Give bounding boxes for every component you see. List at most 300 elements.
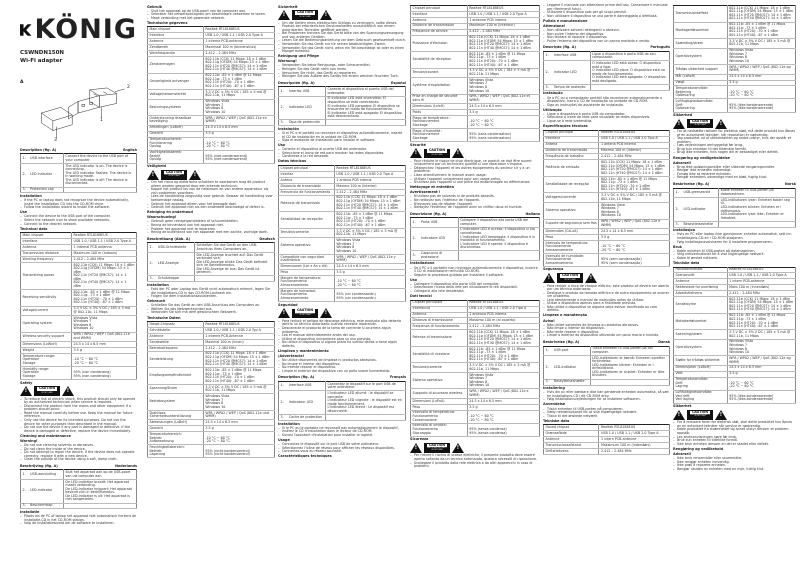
caution-box [424,149,450,159]
section-heading: Gebrauch [147,299,166,304]
table-cell: Empfangsempfindlichkeit [148,368,204,385]
table-cell: Sendeleistung [148,351,204,368]
bullet-list [673,250,796,261]
bullet-list [410,195,540,209]
caution-word: CAUTION [691,409,709,414]
list-item: – Limpe o exterior do dispositivo utilizando um pano macio e húmido. [543,334,670,338]
table-cell: Transmissionsafstand [544,443,599,449]
table-cell: Zendbereik [148,45,204,51]
section-heading: Installatie [20,509,40,514]
table-cell: Realtek RTL8188EUS [467,300,539,306]
section-title: Descripción (fig. A) [278,80,315,85]
table-row [279,382,406,391]
table-cell: Système d'exploitation [411,78,468,95]
table-cell: Peso [411,404,468,410]
table-cell: Connectez le dispositif sur le port USB de votre ordinateur. [325,382,405,391]
table-cell: Realtek RTL8188EUS [727,267,795,273]
section-heading: Bruk [673,244,682,249]
table-cell: Realtek RTL8188EUS [334,166,405,172]
list-item: – Disconnect the product from the mains and other equipment if a problem should occur. [20,405,137,412]
list-item: – Se o PC ou o computador portátil não reconhecer automaticamente o dispositivo, insira o CD de instalação na unidade de CD-ROM. [543,97,670,104]
table-cell: 24.5 x 14 x 6.5 mm [334,264,405,270]
language-label: Italiano [525,211,540,216]
table-cell: LED-indikator [682,198,719,222]
table-cell: Humidity range: Operation Storage [21,366,72,379]
table-cell: 95% (sans condensation) 95% (sans condensation) [467,129,539,142]
list-item: – Ne nettoyez pas l'intérieur de l'appareil. [410,199,540,203]
list-item: – Rengjør utsiden av enheten med en myk, fuktig klut. [673,468,796,472]
table-cell: 802.11b: -85 ± 1 dBm @ 11 Mbps 802.11g: -73 ± 1 dBm 802.11n (HT20): -70 ± 1 dBm 802.11n (HT40): -67 ± 1 dBm [334,212,405,229]
section-heading: Instalación [278,126,299,131]
table-cell: Protection cap [29,187,64,193]
table-cell: 2. [21,479,29,503]
table-row [674,390,796,403]
list-item: – Siga as instruções do assistente de instalação. [543,104,670,108]
table-cell: 802.11b (CCK) 11 Mbps: 18 ± 1 dBm 802.11g (OFDM) 54 Mbps: 15 ± 1 dBm 802.11n (HT20 @MCS7): 14 ± 1 dBm 802.11n (HT40 @MCS7): 14 ± 1 dBm [203,57,274,74]
table-cell: Indicateur LED [287,391,325,415]
table-cell: 95% (niet condenserend) 95% (niet condenserend) [203,150,274,163]
description-table [20,469,137,509]
table-cell: 95% (sem condensação) 95% (sem condensação) [599,253,670,266]
table-cell: USB 1.0 / USB 1.1 / USB 2.0 Type A [467,11,539,17]
caution-box [161,170,187,180]
section-heading: Installation [20,193,42,198]
brand-name: KÖNIG [34,14,137,45]
table-cell: L'indicateur LED allumé : le dispositif se connecte. L'indicateur LED clignote : le dispositif est en mode fonctionnement. L'indicateur LED éteint : Le dispositif est déconnecté. [325,391,405,415]
table-cell: Beskyttelseshette [682,221,719,227]
table-row [21,503,137,509]
table-cell: Puissance d'émission [411,35,468,52]
list-item: – Koppel het product los van de netstroom en van andere apparatuur als zich problemen voordoen. [147,188,275,195]
list-item: – Follow the installation wizard to install the software. [20,206,137,210]
list-item: – Wählen Sie das Netzwerksymbol aus. [147,308,275,312]
warning-triangle-icon [62,386,74,396]
list-item: – Tag produktet ud af stikkontakten og andet udstyr, hvis der opstår et problem. [673,137,796,144]
table-cell: Luftfugtighedsområde: Drift Opbevaring [674,99,728,112]
table-row [411,363,540,372]
table-cell: Drahtlose Sicherheitsunterstützung [148,410,204,419]
description-heading [278,376,406,380]
warning-triangle-icon [20,386,32,396]
table-cell: Frequência de trabalho [544,154,599,160]
table-cell: 1. [21,154,29,163]
list-item: – Lea el manual detenidamente antes del uso. [278,334,406,338]
bullet-list [673,233,796,244]
caution-label [673,119,796,129]
bullet-list [278,359,406,373]
caution-subtext: RISK OF ELECTRIC SHOCK DO NOT OPEN [295,15,315,18]
list-item: – Sluit het apparaat op de USB-poort van de computer aan. [147,10,275,14]
language-label: Deutsch [259,236,275,241]
table-cell: Windows Vista Windows 7 Windows 8 Windows 10 [467,372,539,389]
list-item: – Tilslut til det ønskede netværk. [543,415,670,419]
exclamation-mark: ! [66,388,69,395]
table-cell: Sistema operativo [279,238,335,255]
technical-data-table [410,300,540,437]
table-cell: Spannung/Strom [148,384,204,393]
table-cell: Antena [279,177,335,183]
table-row [279,276,406,289]
caution-box [687,410,713,420]
bullet-list [543,4,670,18]
table-cell: 3.3 V DC ± 5% V DC / 185 ± 5 mA @ 802.11b, 11 Mbps [334,228,405,237]
list-item: – Falls der PC oder Laptop das Gerät nicht automatisch erkennt, legen Sie die Installations-CD in das CD-ROM-Laufwerk ein. [147,288,275,295]
technical-data-table [147,26,275,163]
list-item: – Forsøg ikke at reparere enheden. [673,173,796,177]
table-cell: Windows Vista Windows 7 Windows 8 Windows 10 [727,48,795,65]
table-cell: Peso [544,234,599,240]
caution-subtext: RISK OF ELECTRIC SHOCK DO NOT OPEN [164,174,184,178]
table-cell: Temperatuurbereik: Functionering Opslag [148,137,204,150]
exclamation-mark: ! [547,275,550,282]
table-cell: 3.5 g [203,131,274,137]
table-cell: Potência de emissão [544,160,599,177]
description-table [278,86,406,126]
table-row [674,356,796,365]
table-cell: Distância de transmissão [544,148,599,154]
section-heading: Use [20,210,28,215]
table-cell: Zendvermogen [148,57,204,74]
table-cell: 1. [148,243,157,252]
bullet-list [278,148,406,159]
list-item: – Reinig de binnenkant van het apparaat niet. [147,224,275,228]
table-cell: 3. [148,276,157,282]
section-heading: Nettoyage et entretien [410,185,455,190]
table-row [279,254,406,263]
bullet-list [278,64,406,78]
table-cell: 3.5 g [72,348,137,354]
list-item: – Verwenden Sie das Gerät nur für seinen beabsichtigten Zweck. [278,43,406,47]
table-cell: 2.412 – 2.484 MHz [334,189,405,195]
table-row [411,330,540,347]
bullet-list [673,166,796,180]
table-cell: 24.5 x 14 x 6.5 mm [467,104,539,110]
section-heading: Caractéristiques techniques [278,454,332,459]
section-heading: Cleaning and maintenance [20,433,71,438]
section-heading: Gebruik [147,4,163,9]
table-row [148,394,275,411]
table-cell: Spenning/strøm [674,330,728,339]
list-item: – No limpie el interior del dispositivo. [278,363,406,367]
table-cell: Massimo 100 m (al coperto) [467,318,539,324]
table-cell: Dimensiones (Lar x An x Alt) [279,264,335,270]
section-heading: Rengøring og vedligeholdelse [673,155,730,160]
table-cell: Chipset principale [411,300,468,306]
table-cell: 3. [21,187,29,193]
manual-column [673,4,796,472]
table-row [21,154,137,163]
table-cell: Frecuencia de funcionamiento [279,189,335,195]
table-cell: 2. [148,252,157,276]
table-row [674,297,796,314]
list-item: – Ikke bruk rensemidler eller skuremidler. [673,457,796,461]
section-title: Beschreibung (Abb. A) [147,236,190,241]
list-item: – Ligue-se à rede pretendida. [543,120,670,124]
table-cell: Afmetingen (LxBxH) [148,125,204,131]
table-cell: Temperaturområde: Drift Lagring [674,377,728,390]
list-item: – Ikke prøv å reparere enheten. [673,464,796,468]
section-title: Description (fig. A) [278,375,315,380]
table-cell: Hovedbrikkesett [674,267,728,273]
table-row [148,276,275,282]
bullet-list [278,443,406,454]
technical-data-table [278,165,406,302]
list-item: – Lisez attentivement le manuel avant usage. [410,174,540,178]
bullet-list [20,515,137,526]
table-cell: 95% (sin condensación) 95% (sin condensación) [334,289,405,302]
table-cell: Gewicht [148,426,204,432]
table-cell: Sensibilidade de recepção [544,176,599,193]
table-row [279,228,406,237]
list-item: – Connect the device to the USB port of the computer. [20,215,137,219]
table-cell: Driftsfrekvens [544,449,599,455]
list-item: – Verbinden Sie sich mit dem gewünschten Netzwerk. [147,311,275,315]
caution-box [34,386,60,396]
table-cell: Die LED-Anzeige leuchtet auf: Das Gerät verbindet sich. Die LED-Anzeige blinkt: Das Gerät befindet sich im Betriebsmodus. Die LED-Anzeige ist aus: Das Gerät ist getrennt. [194,252,274,276]
table-cell: Main chipset [148,27,204,33]
table-cell: 802.11b (CCK) 11 Mbps: 18 ± 1 dBm 802.11g (OFDM) 54 Mbps: 15 ± 1 dBm 802.11n (HT20 @MCS7): 14 ± 1 dBm 802.11n (HT40 @MCS7): 14 ± 1 dBm [727,297,795,314]
list-item: – Koble til ønsket nettverk. [673,257,796,261]
caution-word: CAUTION [691,118,709,123]
warning-triangle-icon [278,308,290,318]
bullet-list [20,199,137,210]
product-title: Wi-Fi adapter [20,57,63,64]
list-item: – Leia atentamente o manual de instruções antes de utilizar. [543,299,670,303]
list-item: – Gebruik geen reinigingsmiddelen of schuurmiddelen. [147,220,275,224]
caution-word: CAUTION [428,148,446,153]
table-row [674,22,796,39]
table-row [21,353,137,366]
table-cell: Tensione/corrente [411,363,468,372]
table-cell: WPA / WPA2 / WEP / QoS (802.11e and WMM) [72,332,137,341]
list-item: – Følg installationsvejledningen for at installere softwaren. [543,398,670,402]
section-heading: Advarsel! [673,160,692,165]
table-cell: Tapa de protección [287,120,325,126]
table-cell: 3.5 g [467,404,539,410]
table-cell: Besturingssysteem [148,99,204,116]
bullet-list [278,320,406,348]
list-item: – Brug kun enheden til det tiltænkte formål. [673,148,796,152]
table-row [674,377,796,390]
table-cell: WPA / WPA2 / WEP / QoS (802.11e en WMM) [203,116,274,125]
exclamation-mark: ! [719,120,722,127]
table-row [21,332,137,341]
list-item: – Verwenden Sie keine Reinigungs- oder Scheuermittel. [278,64,406,68]
table-row [544,449,670,455]
table-cell: 24.5 x 14 x 6.5 mm [727,74,795,80]
caution-box [424,443,450,453]
table-cell: 95% (senza condensa) 95% (senza condensa) [467,423,539,436]
table-cell: 1. [411,218,420,227]
language-label: Norsk [784,182,796,187]
table-cell: 3. [544,85,553,91]
table-cell: Spænding/strøm [674,39,728,48]
table-cell: Realtek RTL8188EUS [72,233,137,239]
table-cell: Realtek RTL8188EUS [467,6,539,12]
table-cell: Plage d'humidité : Fonctionnement Stockage [411,129,468,142]
table-cell: Dimensions (LxlxH) [411,104,468,110]
caution-subtext: RISK OF ELECTRIC SHOCK DO NOT OPEN [690,414,710,418]
manual-column [410,4,540,469]
list-item: – If the PC or laptop does not recognize the device automatically, insert the installation CD into the CD-ROM drive. [20,199,137,206]
table-cell: Intervalo de humidade: Funcionamento Armazenamento [544,253,599,266]
table-cell: Suporte de segurança sem fios [544,219,599,228]
table-row [411,116,540,129]
caution-word: CAUTION [165,169,183,174]
list-item: – Rengør enhedens udvendige med en blød, fugtig klud. [673,176,796,180]
list-item: – To reduce risk of electric shock, this product should only be opened by an authorized technician when service is required. [20,398,137,405]
table-row [674,48,796,65]
description-heading [543,341,670,345]
table-cell: 2. [279,96,288,120]
section-heading: Anvendelse [543,402,566,407]
table-cell: 2.412 – 2.484 MHz [599,154,670,160]
table-row [148,243,275,252]
table-cell: Werkfrequentie [148,51,204,57]
table-cell: USB 1.0 / USB 1.1 / USB 2.0 Tipo A [599,136,670,142]
table-cell: 802.11b: -85 ± 1 dBm @ 11 Mbps 802.11g: -73 ± 1 dBm 802.11n (HT20): -70 ± 1 dBm 802.11n (HT40): -67 ± 1 dBm [467,52,539,69]
list-item: – Rengør ikke enheden indvendigt. [673,169,796,173]
table-cell: Wireless security support [21,332,72,341]
table-cell: Trådløs sikkerhed support [674,65,728,74]
table-cell: 3.3 V DC ± 5% V DC / 185 ± 5 mA @ 802.11b, 11 Mbps [467,68,539,77]
product-diagram [20,86,137,146]
table-cell: Antenna [411,312,468,318]
table-row [148,368,275,385]
table-row [674,99,796,112]
warning-triangle-icon [320,308,332,318]
table-row [279,120,406,126]
section-heading: Instalação [543,91,563,96]
description-table [20,153,137,193]
table-cell: Interface [411,11,468,17]
table-cell: Koble enheten til USB-porten på datamaskinen. [719,188,796,197]
table-cell: -10 °C ~ 60 °C -20 °C ~ 80 °C [599,240,670,253]
list-item: – Read the manual carefully before use. Keep the manual for future reference. [20,412,137,419]
table-cell: Antenne [544,437,599,443]
list-item: – Hvis en PC eller laptop ikke gjenkjenner enheten automatisk, sett inn installasjons-CD-en i CD-ROM-stasjonen. [673,233,796,240]
section-heading: Technische Daten [147,315,181,320]
list-item: – Débranchez l'appareil et les autres équipements du secteur s'il y a un problème. [410,167,540,174]
table-cell: 3.3 V DC ± 5% V DC / 185 ± 5 mA @ 802.11b, 11 Mbps [727,39,795,48]
table-cell: 3.3 V DC ± 5% V DC / 185 ± 5 mA @ 802.11b, 11 Mbps [72,306,137,315]
list-item: – Para reducir el peligro de descarga eléctrica, este producto sólo debería abrirlo un técnico autorizado cuando necesite reparación. [278,320,406,327]
table-cell: 802.11b: -85 ± 1 dBm @ 11 Mbps 802.11g: -73 ± 1 dBm 802.11n (HT20): -70 ± 1 dBm 802.11n (HT40): -67 ± 1 dBm [467,346,539,363]
technical-data-table [673,267,796,404]
table-cell: Beschermkap [29,503,64,509]
language-label: Español [391,80,406,85]
caution-label [673,410,796,420]
table-cell: Sensibilidad de recepción [279,212,335,229]
section-title: Beskrivelse (fig. A) [673,182,710,187]
table-cell: 3.5 g [727,371,795,377]
table-cell: Fréquence de service [411,29,468,35]
section-heading: Veiligheid [147,164,166,169]
manual-column [20,4,137,526]
table-cell: USB interface [29,154,64,163]
caution-box [292,309,318,319]
table-cell: Gewicht [148,131,204,137]
technical-data-table [147,321,275,458]
list-item: – Siga el asistente de instalación para instalar el software. [278,139,406,143]
table-cell: Mål (LxBxH) [674,74,728,80]
table-row [411,35,540,52]
table-cell [325,120,405,126]
table-cell: Chipset principal [411,6,468,12]
table-cell: Margen de humedad: Funcionamiento Almacenamiento [279,289,335,302]
list-item: – Volg de installatiewizard om de software te installeren. [20,522,137,526]
table-cell [325,415,405,421]
table-cell: Interface USB [287,382,325,391]
table-cell: Betriebsfrequenz [148,345,204,351]
table-cell: Windows Vista Windows 7 Windows 8 Windows 10 [203,99,274,116]
warning-triangle-icon [320,10,332,20]
table-cell: Maks 100 m (innendørs) [727,285,795,291]
table-cell: Indicador LED [287,96,325,120]
table-row [148,445,275,458]
table-cell: Transmissionseffekt [674,6,728,23]
section-heading: Uso [410,277,418,282]
list-item: – Per ridurre il rischio di scosse elettriche, il presente prodotto deve essere aperto soltanto da un tecnico autorizzato, qualora necessiti di riparazione. [410,454,540,461]
list-item: – Læs vejledningen omhyggeligt før brug. [673,144,796,148]
table-cell: 24.5 x 14 x 6.5 mm [72,342,137,348]
table-cell: LED-indikatoren lyser: Enheten kobler seg til. LED-indikatoren blinker: Enheten er i driftsmodus. LED-indikatoren lyser ikke: Enheten er frakoblet. [719,198,796,222]
table-cell: Windows Vista Windows 7 Windows 8 Windows 10 [467,78,539,95]
section-heading: Segurança [543,267,564,272]
bullet-list [673,457,796,471]
list-item: – Maak verbinding met het gewenste netwerk. [147,17,275,21]
language-label: Nederlands [115,463,137,468]
table-row [148,57,275,74]
table-cell: WPA / WPA2 / WEP / QoS (802.11e e WMM) [599,219,670,228]
section-heading: Sicurezza [410,437,429,442]
exclamation-mark: ! [719,411,722,418]
exclamation-mark: ! [677,120,680,127]
table-cell: Maksimum 100 m (indendørs) [599,443,670,449]
table-cell: Ligue o dispositivo à porta USB do seu computador. [590,51,669,60]
table-row [279,391,406,415]
table-row [411,423,540,436]
table-cell: Transmission distance [21,251,72,257]
section-heading: Installation [278,421,300,426]
table-cell: Sensibilità di ricezione [411,346,468,363]
list-item: – Seleccione el icono de red para mostrar las redes disponibles. [278,152,406,156]
list-item: – Bruk kun enheten til tiltenkte formål. [673,439,796,443]
table-cell: Intervalo de temperatura: Funcionamento Armazenamento [544,240,599,253]
list-item: – Om het risico op elektrische schokken te voorkomen mag dit product alleen worden geopend door een erkende technicus. [147,181,275,188]
caution-word: CAUTION [296,308,314,313]
table-cell: -10 °C ~ 60 °C -20 °C ~ 80 °C [727,377,795,390]
table-cell: Frequenza di funzionamento [411,324,468,330]
warning-triangle-icon [452,443,464,453]
description-table [673,188,796,228]
table-cell: Maximaal 100 m (binnenshuis) [203,45,274,51]
manual-column [543,4,670,457]
section-heading: ¡Advertencia! [278,353,305,358]
bullet-list [543,29,670,43]
list-item: – Connect to the desired network. [20,223,137,227]
table-cell: 95% (non condensing) 95% (non condensing) [72,366,137,379]
table-cell: Transmitting power [21,262,72,289]
table-cell: Tilslut enheden til USB-porten på din computer. [590,346,669,355]
technical-data-table [673,5,796,113]
table-row [279,238,406,255]
table-cell: Dimensjoner (LxBxH) [674,365,728,371]
caution-subtext: RISK OF ELECTRIC SHOCK DO NOT OPEN [37,391,57,394]
table-cell: 24.5 x 14 x 6.5 mm [727,365,795,371]
table-cell: 3.3 V DC ± 5% V DC / 185 ± 5 mA @ 802.11b, 11 Mbps [727,330,795,339]
table-cell: USB 1.0 / USB 1.1 / USB 2.0 Type A [203,33,274,39]
